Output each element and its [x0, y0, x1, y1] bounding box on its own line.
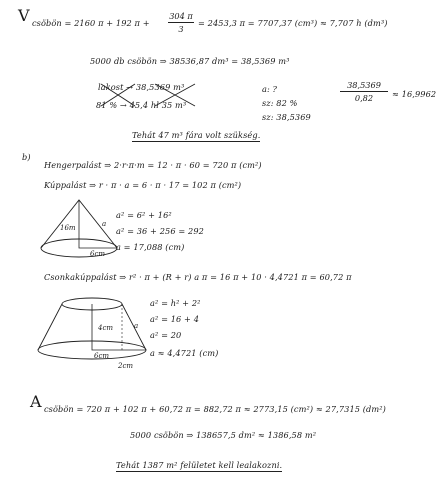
volume-symbol: V — [18, 6, 30, 25]
cylinder-lateral-area: Hengerpalást ⇒ 2·r·π·m = 12 · π · 60 = 720 π (cm²) — [44, 160, 262, 170]
cone-eq-2: a² = 36 + 256 = 292 — [116, 226, 204, 236]
cone-radius-label: 6cm — [90, 250, 106, 258]
conclusion-c: Tehát 1387 m² felületet kell lealakozni. — [116, 460, 283, 470]
cone-lateral-area: Kúppalást ⇒ r · π · a = 6 · π · 17 = 102 π (cm²) — [44, 180, 242, 190]
area-line-1: csöbön = 720 π + 102 π + 60,72 π = 882,72 π ≈ 2773,15 (cm²) ≈ 27,7315 (dm²) — [44, 404, 386, 414]
frustum-height-label: 4cm — [98, 324, 114, 332]
proportion-row-1: lakost → 38,5369 m³ — [98, 82, 185, 92]
frustum-lateral-area: Csonkakúppalást ⇒ r² · π + (R + r) a π = 16 π + 10 · 4,4721 π = 60,72 π — [44, 272, 352, 282]
proportion-note-3: sz: 38,5369 — [262, 112, 311, 122]
frustum-small-radius-label: 2cm — [118, 362, 134, 370]
frustum-eq-2: a² = 16 + 4 — [150, 314, 200, 324]
frustum-eq-4: a ≈ 4,4721 (cm) — [150, 348, 219, 358]
cone-slant-label: a — [102, 220, 107, 228]
cone-height-label: 16m — [60, 224, 76, 232]
frustum-eq-1: a² = h² + 2² — [150, 298, 201, 308]
area-symbol: A — [30, 392, 42, 411]
cone-eq-3: a = 17,088 (cm) — [116, 242, 185, 252]
part-b-label: b) — [22, 152, 31, 162]
cone-eq-1: a² = 6² + 16² — [116, 210, 172, 220]
proportion-row-2: 81 % → 45,4 hl 35 m³ — [96, 100, 187, 110]
proportion-note-2: sz: 82 % — [262, 98, 298, 108]
frustum-slant-label: a — [134, 322, 139, 330]
volume-line-2: 5000 db csöbön ⇒ 38536,87 dm³ = 38,5369 m³ — [90, 56, 290, 66]
volume-line-1-result: = 2453,3 π = 7707,37 (cm³) ≈ 7,707 h (dm³) — [198, 18, 388, 28]
fraction-38-over-082: 38,5369 0,82 — [340, 80, 388, 103]
frustum-diagram — [30, 292, 150, 372]
area-line-2: 5000 csöbön ⇒ 138657,5 dm² ≈ 1386,58 m² — [130, 430, 317, 440]
frustum-radius-label: 6cm — [94, 352, 110, 360]
conclusion-a: Tehát 47 m³ fára volt szükség. — [132, 130, 261, 140]
frustum-eq-3: a² = 20 — [150, 330, 182, 340]
fraction-304pi-over-3: 304 π 3 — [169, 11, 193, 34]
fraction-result: ≈ 16,9962 — [392, 89, 437, 99]
proportion-note-1: a: ? — [262, 84, 278, 94]
volume-line-1: csöbön = 2160 π + 192 π + — [32, 18, 150, 28]
